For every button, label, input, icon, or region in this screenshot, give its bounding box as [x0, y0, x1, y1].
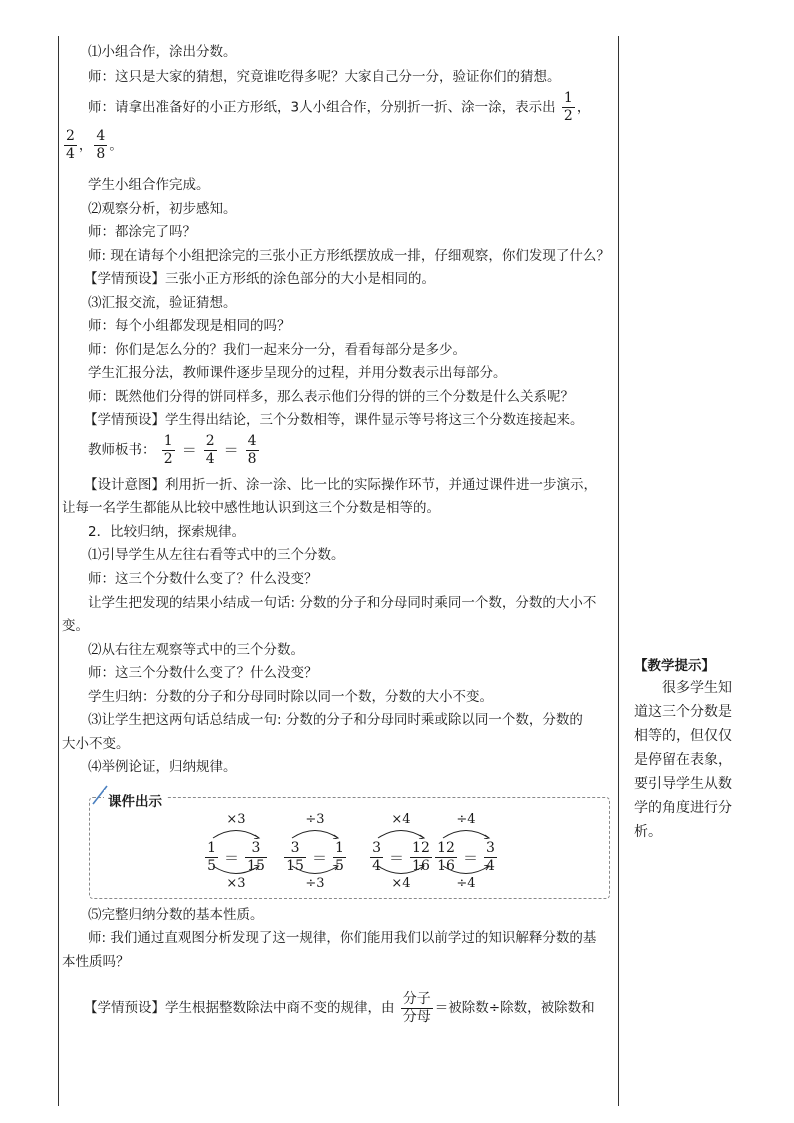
numerator: 1	[207, 840, 217, 856]
text-line: ⑴小组合作，涂出分数。	[88, 44, 237, 60]
operation-label: ÷4	[456, 876, 476, 891]
text-line: ⑶汇报交流，验证猜想。	[88, 295, 237, 311]
text-line-with-fraction	[88, 90, 590, 125]
text-line: 让学生把发现的结果小结成一句话: 分数的分子和分母同时乘同一个数，分数的大小不	[88, 595, 597, 611]
tip-body: 很多学生知道这三个分数是相等的，但仅仅是停留在表象，要引导学生从数学的角度进行分析。	[634, 680, 732, 840]
courseware-example	[366, 812, 436, 892]
operation-label: ×4	[391, 812, 411, 827]
numerator: 3	[372, 840, 382, 856]
denominator: 分母	[402, 1008, 431, 1025]
text-line: 师：既然他们分得的饼同样多，那么表示他们分得的饼的三个分数是什么关系呢？	[88, 389, 574, 405]
operation-label: ×3	[226, 812, 246, 827]
text-line: 师: 现在请每个小组把涂完的三张小正方形纸摆放成一排，仔细观察，你们发现了什么？	[88, 248, 610, 264]
tag: 【学情预设】	[84, 1000, 165, 1016]
top-arc-arrow-icon	[439, 825, 493, 839]
text: 三张小正方形纸的涂色部分的大小是相同的。	[165, 271, 435, 287]
denominator: 16	[437, 858, 455, 874]
courseware-example	[201, 812, 271, 892]
text-line: 师：都涂完了吗？	[88, 224, 196, 240]
text-line	[84, 475, 597, 495]
text-line: 师: 我们通过直观图分析发现了这一规律，你们能用我们以前学过的知识解释分数的基	[88, 930, 597, 946]
left-border	[58, 36, 59, 1106]
text-line	[84, 269, 435, 289]
fraction-four-eighths	[94, 128, 107, 163]
denominator: 4	[372, 858, 382, 874]
denominator: 15	[286, 858, 304, 874]
denominator: 5	[334, 858, 344, 874]
numerator: 4	[247, 432, 257, 449]
text-line: 学生小组合作完成。	[88, 177, 210, 193]
tip-title: 【教学提示】	[634, 658, 715, 674]
courseware-title: 课件出示	[104, 790, 166, 810]
fraction-numerator-denominator	[401, 991, 433, 1026]
fraction-half	[162, 433, 175, 468]
text: ＝被除数÷除数，被除数和	[434, 1000, 595, 1016]
top-arc-arrow-icon	[288, 825, 342, 839]
equals-sign: ＝	[311, 849, 327, 867]
denominator: 4	[205, 450, 215, 467]
fraction-half	[562, 90, 575, 125]
text-line: 师：你们是怎么分的？我们一起来分一分，看看每部分是多少。	[88, 342, 466, 358]
denominator: 8	[96, 146, 106, 162]
denominator: 4	[485, 858, 495, 874]
operation-label: ×3	[226, 876, 246, 891]
equals-sign: ＝	[224, 849, 240, 867]
equals-sign: ＝	[223, 441, 239, 459]
board-writing	[88, 430, 261, 470]
text-line: 本性质吗？	[62, 954, 130, 970]
text-line: 让每一名学生都能从比较中感性地认识到这三个分数是相等的。	[62, 500, 440, 516]
text-line: 2．比较归纳，探索规律。	[88, 524, 246, 540]
top-arc-arrow-icon	[374, 825, 428, 839]
numerator: 3	[485, 840, 495, 856]
denominator: 5	[207, 858, 217, 874]
text-line: ⑵观察分析，初步感知。	[88, 201, 237, 217]
fraction-four-eighths	[246, 433, 259, 468]
text: 学生得出结论，三个分数相等，课件显示等号将这三个分数连接起来。	[165, 412, 584, 428]
text-line: ⑸完整归纳分数的基本性质。	[88, 907, 264, 923]
label: 教师板书：	[88, 442, 156, 458]
denominator: 8	[247, 450, 257, 467]
numerator: 分子	[402, 990, 431, 1007]
text-line: 师：这三个分数什么变了？什么没变？	[88, 665, 318, 681]
text-line: 学生汇报分法，教师课件逐步呈现分的过程，并用分数表示出每部分。	[88, 365, 507, 381]
tag: 【设计意图】	[84, 477, 165, 493]
text-line: 师：这三个分数什么变了？什么没变？	[88, 571, 318, 587]
denominator: 16	[412, 858, 430, 874]
numerator: 2	[66, 128, 75, 144]
text: 学生根据整数除法中商不变的规律，由	[165, 1000, 395, 1016]
numerator: 12	[412, 840, 430, 856]
denominator: 2	[563, 108, 573, 124]
numerator: 4	[96, 128, 106, 144]
tag: 【学情预设】	[84, 271, 165, 287]
equals-sign: ＝	[181, 441, 197, 459]
text-line: 大小不变。	[62, 736, 130, 752]
text-line: 变。	[62, 618, 89, 634]
text-line: 师：每个小组都发现是相同的吗？	[88, 318, 291, 334]
right-border	[618, 36, 619, 1106]
numerator: 2	[205, 432, 215, 449]
operation-label: ÷3	[305, 812, 325, 827]
fraction-two-fourths	[204, 433, 217, 468]
text-line: 师：这只是大家的猜想，究竟谁吃得多呢？大家自己分一分，验证你们的猜想。	[88, 69, 561, 85]
equals-sign: ＝	[389, 849, 405, 867]
fraction-two-fourths	[64, 128, 77, 163]
text-line: ⑵从右往左观察等式中的三个分数。	[88, 642, 304, 658]
text: 师：请拿出准备好的小正方形纸，3人小组合作，分别折一折、涂一涂，表示出	[88, 99, 556, 116]
denominator: 2	[163, 450, 173, 467]
text-line: ⑷举例论证，归纳规律。	[88, 759, 237, 775]
denominator: 4	[66, 146, 75, 162]
punct: ，	[576, 99, 591, 116]
numerator: 3	[290, 840, 300, 856]
top-arc-arrow-icon	[209, 825, 263, 839]
text-line: 学生归纳：分数的分子和分母同时除以同一个数，分数的大小不变。	[88, 689, 493, 705]
text-line: ⑴引导学生从左往右看等式中的三个分数。	[88, 547, 345, 563]
text-line-with-fraction	[84, 990, 595, 1026]
numerator: 1	[563, 90, 573, 106]
courseware-example	[280, 812, 350, 892]
denominator: 15	[247, 858, 265, 874]
courseware-example	[431, 812, 501, 892]
text-line: ⑶让学生把这两句话总结成一句: 分数的分子和分母同时乘或除以同一个数，分数的	[88, 712, 583, 728]
numerator: 3	[251, 840, 261, 856]
operation-label: ÷4	[456, 812, 476, 827]
text-line-fractions	[62, 128, 123, 163]
numerator: 12	[437, 840, 455, 856]
operation-label: ÷3	[305, 876, 325, 891]
text-line	[84, 410, 584, 430]
numerator: 1	[334, 840, 344, 856]
text: 利用折一折、涂一涂、比一比的实际操作环节，并通过课件进一步演示，	[165, 477, 597, 493]
equals-sign: ＝	[462, 849, 478, 867]
punct: ，	[78, 137, 93, 154]
punct: 。	[109, 137, 123, 154]
operation-label: ×4	[391, 876, 411, 891]
numerator: 1	[163, 432, 173, 449]
tag: 【学情预设】	[84, 412, 165, 428]
